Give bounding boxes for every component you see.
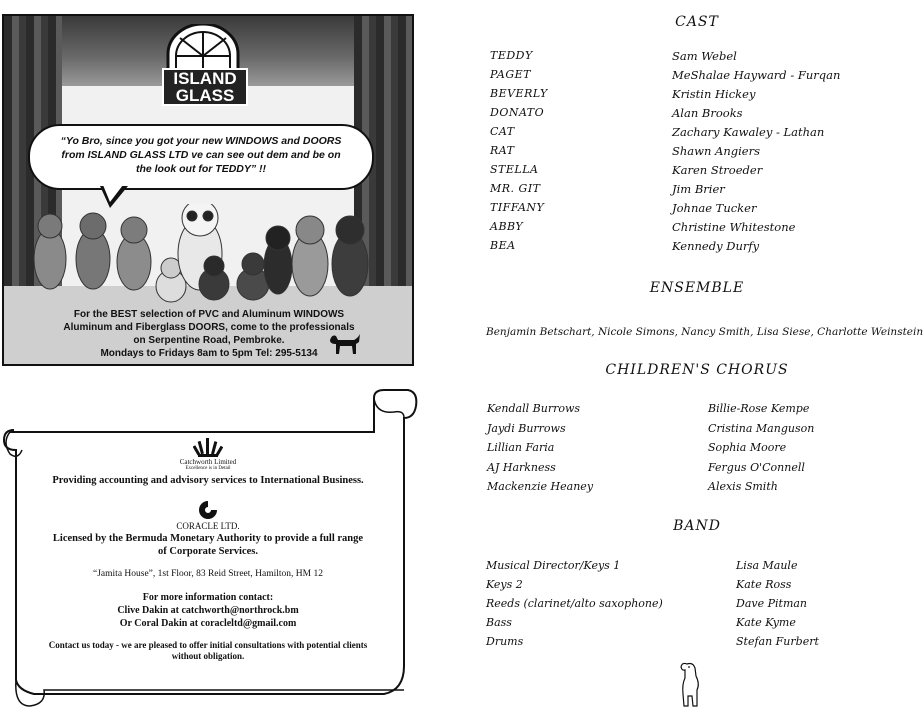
speech-bubble [28,124,374,190]
band-member: Kate Kyme [736,616,796,629]
cast-actor: Christine Whitestone [672,220,796,234]
cast-actor: Johnae Tucker [672,201,757,215]
program-page [470,0,924,714]
band-role: Keys 2 [486,578,523,591]
band-heading: BAND [673,518,721,534]
chorus-member: Sophia Moore [708,441,787,454]
logo-line-1: ISLAND [173,69,237,88]
info-line: Mondays to Fridays 8am to 5pm Tel: 295-5134 [100,348,318,359]
coracle-line: Licensed by the Bermuda Monetary Authority to provide a full range [52,533,364,544]
footer-line: without obligation. [171,651,245,661]
info-line: For the BEST selection of PVC and Aluminum WINDOWS [73,309,345,320]
chorus-member: AJ Harkness [487,460,556,474]
cast-role: CAT [490,125,515,138]
chorus-member: Lillian Faria [487,441,555,454]
cast-role: BEA [490,239,516,252]
chorus-member: Billie-Rose Kempe [708,402,810,415]
cast-actor: Zachary Kawaley - Lathan [672,125,825,139]
bubble-line: from ISLAND GLASS LTD ve can see out dem and be on [61,149,341,161]
cast-role: TEDDY [490,49,533,62]
chorus-member: Cristina Manguson [708,421,815,435]
coracle-swirl-icon [197,499,219,521]
contact-line: Or Coral Dakin at coracleltd@gmail.com [119,618,297,629]
scroll-content [10,432,406,702]
cast-actor: Shawn Angiers [672,144,761,158]
contact-title: For more information contact: [142,592,274,603]
band-role: Bass [486,616,512,629]
cast-role: PAGET [490,68,531,81]
cast-role: STELLA [490,163,539,176]
chorus-heading: CHILDREN'S CHORUS [605,362,789,378]
chorus-member: Jaydi Burrows [487,421,566,435]
info-line: on Serpentine Road, Pembroke. [133,335,285,346]
cast-heading: CAST [675,14,719,30]
dog-silhouette-icon [326,332,362,356]
ensemble-names: Benjamin Betschart, Nicole Simons, Nancy Smith, Lisa Siese, Charlotte Weinstein [486,326,924,338]
chorus-member: Kendall Burrows [487,402,581,415]
band-member: Lisa Maule [736,559,798,572]
cast-actor: Alan Brooks [672,106,743,120]
bubble-line: the look out for TEDDY” !! [135,163,267,175]
logo-line-2: GLASS [175,86,235,105]
band-role: Reeds (clarinet/alto saxophone) [486,597,663,610]
bubble-line: “Yo Bro, since you got your new WINDOWS and DOORS [60,135,342,147]
cast-role: DONATO [490,106,545,119]
coracle-line: of Corporate Services. [157,546,258,557]
cast-role: RAT [490,144,515,157]
island-glass-ad [2,14,414,366]
band-member: Dave Pitman [736,597,808,610]
cast-role: ABBY [490,220,524,233]
cast-role: MR. GIT [490,182,541,195]
band-member: Stefan Furbert [736,635,819,648]
office-address: “Jamita House”, 1st Floor, 83 Reid Street, Hamilton, HM 12 [93,569,323,579]
cast-actor: Kennedy Durfy [672,239,760,253]
catchworth-tagline: Excellence is in Detail [185,466,231,471]
band-role: Musical Director/Keys 1 [486,559,621,572]
cast-actor: Sam Webel [672,49,737,63]
island-glass-wordmark [162,68,248,106]
ensemble-heading: ENSEMBLE [649,280,745,296]
contact-line: Clive Dakin at catchworth@northrock.bm [117,605,299,616]
catchworth-description: Providing accounting and advisory services to International Business. [52,475,364,486]
ad-info-text [44,308,374,360]
arched-window-icon [162,24,244,72]
catchworth-shell-icon [193,436,223,458]
catchworth-logo-text: Catchworth Limited [179,458,237,466]
speech-bubble-tail-fill [103,185,123,202]
cast-actor: Jim Brier [672,182,725,196]
band-member: Kate Ross [736,578,792,591]
cast-actor: MeShalae Hayward - Furqan [672,68,841,82]
puppies-photo [28,204,378,304]
info-line: Aluminum and Fiberglass DOORS, come to the professionals [63,322,355,333]
island-glass-logo [162,24,244,114]
chorus-member: Mackenzie Heaney [487,480,594,493]
band-role: Drums [486,635,524,648]
sitting-dog-icon [678,660,704,708]
chorus-member: Fergus O'Connell [708,460,805,474]
cast-actor: Karen Stroeder [672,163,763,177]
coracle-logo-text: CORACLE LTD. [176,521,240,531]
chorus-member: Alexis Smith [708,480,778,493]
cast-role: BEVERLY [490,87,548,100]
cast-actor: Kristin Hickey [672,87,756,101]
footer-line: Contact us today - we are pleased to offer initial consultations with potential clients [48,640,368,650]
cast-role: TIFFANY [490,201,545,214]
